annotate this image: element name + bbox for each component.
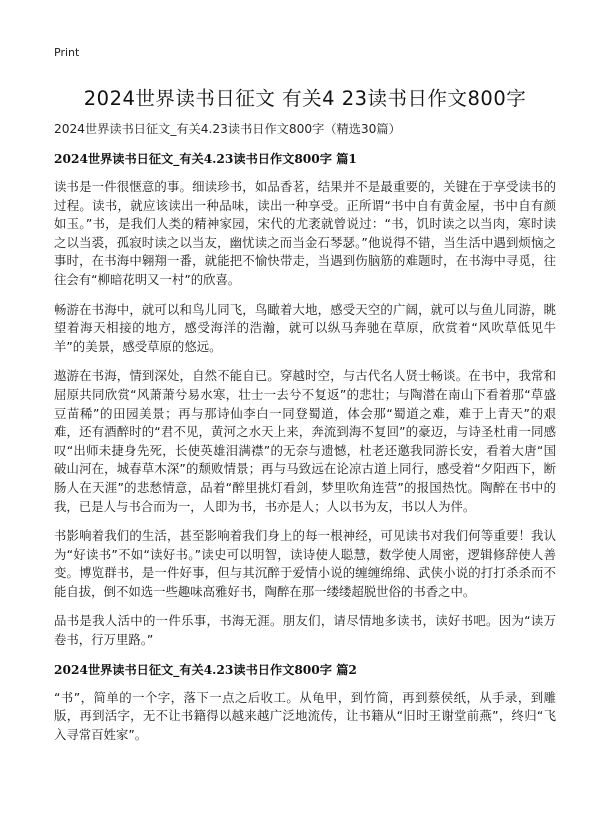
paragraph: 遨游在书海，情到深处，自然不能自已。穿越时空，与古代名人贤士畅谈。在书中，我常和屈原共同欣赏“风萧萧兮易水寒，壮士一去兮不复返”的悲壮；与陶潜在南山下看着那“草盛豆苗稀”的田园美景；再与那诗仙李白一同登蜀道，体会那“蜀道之难，难于上青天”的艰难，还有酒醉时的“君不见，黄河之水天上来，奔流到海不复回”的豪迈，与诗圣杜甫一同感叹“出师未捷身先死，长使英雄泪满襟”的无奈与遗憾，杜老还邀我同游长安，看着大唐“国破山河在，城春草木深”的颓败情景；再与马致远在论凉古道上同行，感受着“夕阳西下，断肠人在天涯”的悲愁情意，品着“醉里挑灯看剑，梦里吹角连营”的报国热忱。陶醉在书中的我，已是人与书合而为一，人即为书，书亦是人；人以书为友，书以人为伴。 xyxy=(54,368,556,514)
paragraph: 畅游在书海中，就可以和鸟儿同飞，鸟瞰着大地，感受天空的广阔，就可以与鱼儿同游，眺望着海天相接的地方，感受海洋的浩瀚，就可以纵马奔驰在草原，欣赏着“风吹草低见牛羊”的美景，感受草原的悠远。 xyxy=(54,301,556,354)
paragraph: 品书是我人活中的一件乐事，书海无涯。朋友们，请尽情地多读书，读好书吧。因为“读万卷书，行万里路。” xyxy=(54,613,556,648)
paragraph: 读书是一件很惬意的事。细读珍书，如品香茗，结果并不是最重要的，关键在于享受读书的过程。读书，就应该读出一种品味，读出一种享受。正所谓“书中自有黄金屋，书中自有颜如玉。”书，是我们人类的精神家园，宋代的尤袤就曾说过：“书，饥时读之以当肉，寒时读之以当裘，孤寂时读之以当友，幽忧读之而当金石琴瑟。”他说得不错，当生活中遇到烦恼之事时，在书海中翱翔一番，就能把不愉快带走，当遇到伤脑筋的难题时，在书海中寻觅，往往会有“柳暗花明又一村”的欣喜。 xyxy=(54,179,556,287)
paragraph: “书”，简单的一个字，落下一点之后收工。从龟甲，到竹简，再到蔡侯纸，从手录，到雕版，再到活字，无不让书籍得以越来越广泛地流传，让书籍从“旧时王谢堂前燕”，终归“飞入寻常百姓家”。 xyxy=(54,689,556,742)
document-subtitle: 2024世界读书日征文_有关4.23读书日作文800字（精选30篇） xyxy=(54,122,401,136)
article-body xyxy=(54,150,556,755)
print-link[interactable]: Print xyxy=(54,46,80,59)
section-heading-1: 2024世界读书日征文_有关4.23读书日作文800字 篇1 xyxy=(54,152,357,166)
section-heading-2: 2024世界读书日征文_有关4.23读书日作文800字 篇2 xyxy=(54,662,357,677)
page-title: 2024世界读书日征文 有关4 23读书日作文800字 xyxy=(83,87,527,110)
paragraph: 书影响着我们的生活，甚至影响着我们身上的每一根神经，可见读书对我们何等重要！我认为“好读书”不如“读好书。”读史可以明智，读诗使人聪慧，数学使人周密，逻辑修辞使人善变。博览群书，是一件好事，但与其沉醉于爱情小说的缠缠绵绵、武侠小说的打打杀杀而不能自拔，倒不如选一些趣味高雅好书，陶醉在那一缕缕超脱世俗的书香之中。 xyxy=(54,528,556,599)
